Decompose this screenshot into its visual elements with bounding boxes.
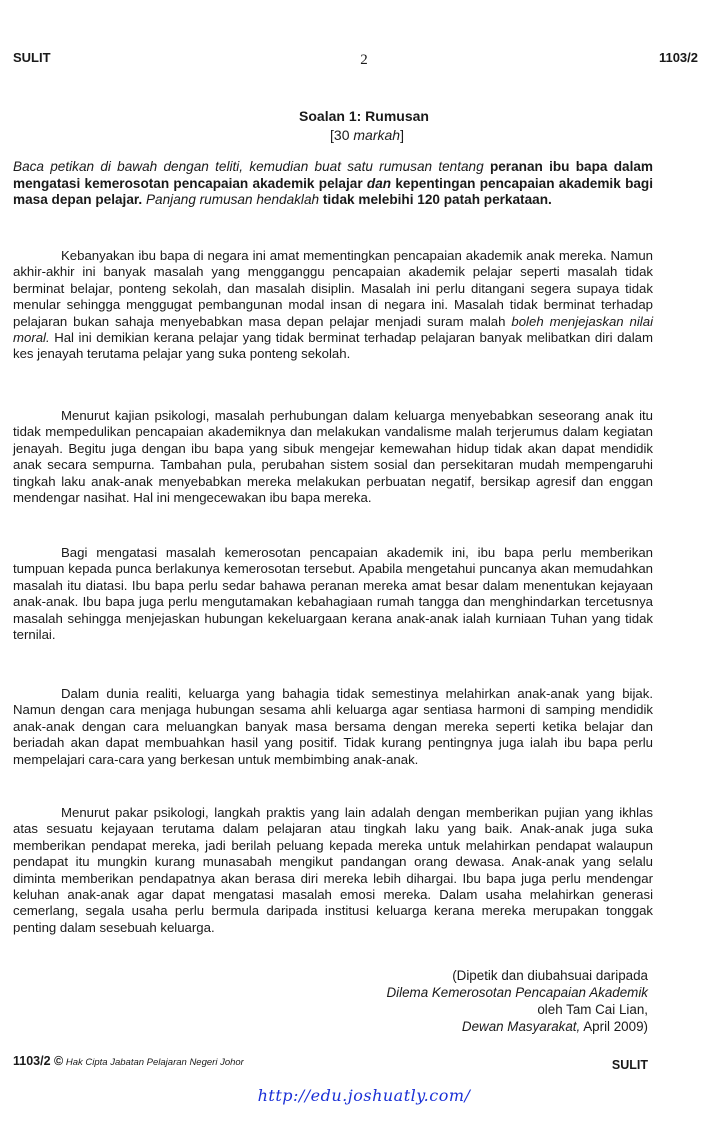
passage-paragraph-5: Menurut pakar psikologi, langkah praktis yang lain adalah dengan memberikan pujian yang ikhlas atas sesuatu kejayaan terutama dalam pelajaran atau tingkah laku yang baik. Anak-anak juga suka memberikan pendapat mereka, jadi berilah peluang kepada mereka untuk melahirkan pendapat walaupun pendapat itu mungkin kurang munasabah mengikut pandangan orang dewasa. Anak-anak yang selalu diminta memberikan pendapatnya akan berasa diri mereka lebih dihargai. Ibu bapa juga perlu mendengar keluhan anak-anak agar dapat mengatasi masalah emosi mereka. Dalam usaha melahirkan generasi cemerlang, segala usaha perlu bermula daripada institusi keluarga kerana mereka merupakan tonggak penting dalam sesebuah keluarga. bbox=[13, 805, 653, 935]
source-citation bbox=[288, 967, 648, 1035]
page-number: 2 bbox=[360, 52, 368, 68]
source-line-4: Dewan Masyarakat, April 2009) bbox=[461, 1019, 648, 1034]
footer-sulit: SULIT bbox=[611, 1058, 648, 1072]
header-sulit: SULIT bbox=[13, 50, 51, 65]
footer-copyright: 1103/2 © Hak Cipta Jabatan Pelajaran Negeri Johor bbox=[13, 1054, 244, 1068]
website-url-link[interactable]: http://edu.joshuatly.com/ bbox=[257, 1086, 471, 1105]
question-title: Soalan 1: Rumusan bbox=[299, 108, 429, 124]
source-line-2: Dilema Kemerosotan Pencapaian Akademik bbox=[386, 985, 648, 1000]
source-line-3: oleh Tam Cai Lian, bbox=[537, 1002, 648, 1017]
source-line-1: (Dipetik dan diubahsuai daripada bbox=[452, 968, 648, 983]
passage-paragraph-1: Kebanyakan ibu bapa di negara ini amat mementingkan pencapaian akademik anak mereka. Namun akhir-akhir ini banyak masalah yang mengganggu pencapaian akademik pelajar seperti masalah tidak berminat belajar, ponteng sekolah, dan masalah disiplin. Masalah ini perlu ditangani segera supaya tidak menular sehingga menggugat pembangunan modal insan di negara ini. Masalah tidak berminat terhadap pelajaran bukan sahaja menyebabkan masa depan pelajar menjadi suram malah boleh menjejaskan nilai moral. Hal ini demikian kerana pelajar yang tidak berminat terhadap pelajaran banyak melibatkan diri dalam kes jenayah terutama pelajar yang suka ponteng sekolah. bbox=[13, 248, 654, 362]
passage-paragraph-2: Menurut kajian psikologi, masalah perhubungan dalam keluarga menyebabkan seseorang anak itu tidak mempedulikan pencapaian akademiknya dan melakukan vandalisme malah terjerumus dalam kegiatan jenayah. Begitu juga dengan ibu bapa yang sibuk mengejar kemewahan hidup tidak akan dapat mendidik anak secara sempurna. Tambahan pula, perubahan sistem sosial dan persekitaran mudah mempengaruhi tingkah laku anak-anak menyebabkan mereka melakukan perbuatan negatif, bersikap agresif dan enggan mendengar nasihat. Hal ini mengecewakan ibu bapa mereka. bbox=[13, 408, 653, 506]
passage-paragraph-3: Bagi mengatasi masalah kemerosotan pencapaian akademik ini, ibu bapa perlu memberikan tumpuan kepada punca berlakunya kemerosotan tersebut. Apabila mengetahui puncanya akan memudahkan masalah itu diatasi. Ibu bapa perlu sedar bahawa peranan mereka amat besar dalam menentukan kejayaan anak-anak. Ibu bapa juga perlu mengutamakan kebahagiaan rumah tangga dan menghindarkan tercetusnya masalah sehingga menjejaskan hubungan kekeluargaan kerana anak-anak ialah kurniaan Tuhan yang tidak ternilai. bbox=[13, 545, 653, 643]
passage-paragraph-4: Dalam dunia realiti, keluarga yang bahagia tidak semestinya melahirkan anak-anak yang bijak. Namun dengan cara menjaga hubungan sesama ahli keluarga agar sentiasa harmoni di samping mendidik anak-anak dengan cara meluangkan banyak masa bersama dengan mereka seperti ketika belajar dan beriadah akan dapat membuahkan hasil yang positif. Tidak kurang pentingnya juga ialah ibu bapa perlu mempelajari cara-cara yang berkesan untuk membimbing anak-anak. bbox=[13, 686, 653, 767]
question-marks: [30 markah] bbox=[330, 127, 404, 143]
header-paper-code: 1103/2 bbox=[658, 50, 698, 65]
question-instruction: Baca petikan di bawah dengan teliti, kemudian buat satu rumusan tentang peranan ibu bapa dalam mengatasi kemerosotan pencapaian akademik pelajar dan kepentingan pencapaian akademik bagi masa depan pelajar. Panjang rumusan hendaklah tidak melebihi 120 patah perkataan. bbox=[13, 159, 654, 207]
